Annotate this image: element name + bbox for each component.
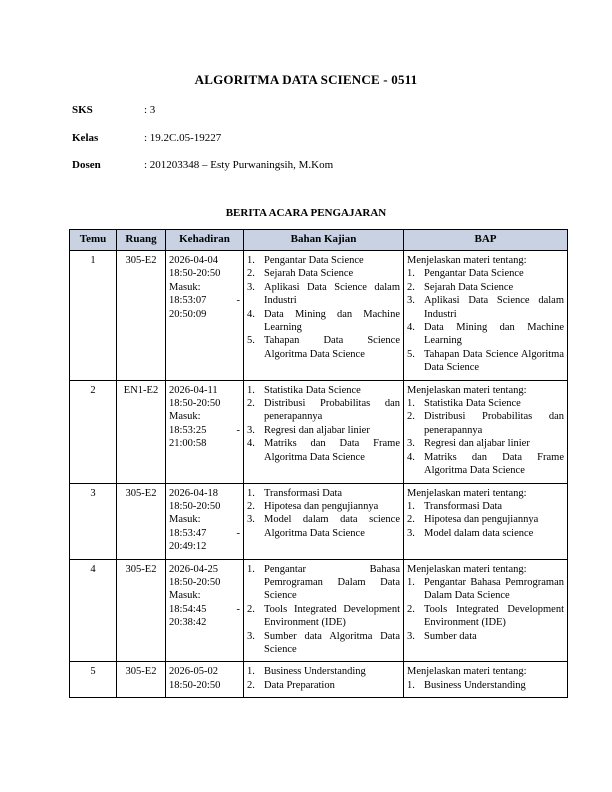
cell-temu: 2 xyxy=(70,380,117,483)
bahan-item xyxy=(247,281,400,308)
info-value: : 19.2C.05-19227 xyxy=(144,132,222,144)
item-text: Tools Integrated Development Environment (IDE) xyxy=(424,603,564,629)
bap-item xyxy=(407,348,564,375)
bap-list xyxy=(407,397,564,477)
item-text: Aplikasi Data Science dalam Industri xyxy=(424,295,564,320)
bahan-item xyxy=(247,267,400,280)
bap-item xyxy=(407,679,564,692)
table-row xyxy=(70,380,568,483)
bahan-item xyxy=(247,603,400,630)
bahan-item xyxy=(247,563,400,603)
item-text: Model dalam data science xyxy=(424,527,534,539)
bap-intro: Menjelaskan materi tentang: xyxy=(407,666,527,678)
item-number: 5. xyxy=(407,348,415,360)
bahan-list xyxy=(247,487,400,541)
cell-bap xyxy=(404,380,568,483)
kehadiran-out: 20:38:42 xyxy=(169,617,207,629)
item-text: Statistika Data Science xyxy=(424,398,521,410)
table-row xyxy=(70,251,568,381)
cell-bahan-kajian xyxy=(244,662,404,698)
item-number: 1. xyxy=(407,679,415,691)
item-number: 3. xyxy=(407,438,415,450)
bap-item xyxy=(407,294,564,321)
item-text: Distribusi Probabilitas dan penerapannya xyxy=(424,411,564,436)
section-title: BERITA ACARA PENGAJARAN xyxy=(225,207,387,219)
item-number: 2. xyxy=(247,268,255,280)
kehadiran-dash: - xyxy=(236,295,240,307)
bap-item xyxy=(407,513,564,526)
item-text: Pengantar Bahasa Pemrograman Dalam Data Science xyxy=(424,576,564,602)
info-value: : 201203348 – Esty Purwaningsih, M.Kom xyxy=(144,159,334,171)
item-number: 1. xyxy=(407,398,415,410)
kehadiran-in: 18:53:25 xyxy=(169,424,207,436)
bap-intro: Menjelaskan materi tentang: xyxy=(407,563,527,575)
kehadiran-in-row xyxy=(169,294,240,307)
kehadiran-out: 20:50:09 xyxy=(169,308,207,320)
bahan-list xyxy=(247,665,400,692)
info-label: SKS xyxy=(72,104,93,116)
item-text: Tahapan Data Science Algoritma Data Science xyxy=(424,348,564,374)
kehadiran-date: 2026-04-18 xyxy=(169,487,218,499)
item-text: Business Understanding xyxy=(424,679,526,691)
item-text: Aplikasi Data Science dalam Industri xyxy=(264,281,400,307)
bahan-item xyxy=(247,384,400,397)
kehadiran-in-row xyxy=(169,603,240,616)
kehadiran-in: 18:53:47 xyxy=(169,527,207,539)
item-text: Matriks dan Data Frame Algoritma Data Science xyxy=(424,451,564,477)
kehadiran-date: 2026-05-02 xyxy=(169,666,218,678)
item-number: 1. xyxy=(247,255,255,266)
item-text: Sumber data Algoritma Data Science xyxy=(264,630,400,655)
item-text: Sumber data xyxy=(424,630,477,642)
kehadiran-date: 2026-04-25 xyxy=(169,563,218,575)
item-text: Distribusi Probabilitas dan penerapannya xyxy=(264,398,400,423)
kehadiran-label: Masuk: xyxy=(169,281,201,293)
bap-list xyxy=(407,679,564,692)
cell-ruang: 305-E2 xyxy=(117,662,166,698)
item-number: 2. xyxy=(407,281,415,293)
item-number: 3. xyxy=(247,281,255,293)
bahan-list xyxy=(247,563,400,657)
header-bap: BAP xyxy=(404,230,568,251)
item-number: 4. xyxy=(407,451,415,463)
kehadiran-time: 18:50-20:50 xyxy=(169,679,221,691)
bahan-item xyxy=(247,437,400,464)
cell-ruang: 305-E2 xyxy=(117,251,166,381)
item-number: 3. xyxy=(407,630,415,642)
bap-list xyxy=(407,576,564,643)
bap-intro: Menjelaskan materi tentang: xyxy=(407,255,527,266)
info-label: Dosen xyxy=(72,159,101,171)
cell-ruang: EN1-E2 xyxy=(117,380,166,483)
kehadiran-in-row xyxy=(169,527,240,540)
bahan-item xyxy=(247,513,400,540)
bap-item xyxy=(407,410,564,437)
kehadiran-date: 2026-04-11 xyxy=(169,384,218,396)
bap-item xyxy=(407,437,564,450)
info-value: : 3 xyxy=(144,104,156,116)
item-number: 3. xyxy=(247,514,255,526)
cell-ruang: 305-E2 xyxy=(117,559,166,662)
item-number: 2. xyxy=(247,679,255,691)
document-title: ALGORITMA DATA SCIENCE - 0511 xyxy=(194,72,418,87)
bap-item xyxy=(407,527,564,540)
item-text: Tools Integrated Development Environment (IDE) xyxy=(264,603,400,629)
cell-bap xyxy=(404,483,568,559)
table-row xyxy=(70,559,568,662)
item-number: 4. xyxy=(247,438,255,450)
bap-table xyxy=(69,229,568,698)
item-text: Sejarah Data Science xyxy=(264,268,354,280)
bap-item xyxy=(407,397,564,410)
cell-kehadiran xyxy=(166,251,244,381)
kehadiran-in-row xyxy=(169,424,240,437)
bahan-item xyxy=(247,254,400,267)
kehadiran-time: 18:50-20:50 xyxy=(169,398,221,410)
bahan-list xyxy=(247,254,400,361)
bap-item xyxy=(407,603,564,630)
kehadiran-time: 18:50-20:50 xyxy=(169,576,221,588)
info-sks xyxy=(72,104,155,116)
bahan-item xyxy=(247,500,400,513)
item-text: Sejarah Data Science xyxy=(424,281,514,293)
bahan-item xyxy=(247,630,400,657)
item-number: 2. xyxy=(247,603,255,615)
item-number: 1. xyxy=(247,487,255,499)
item-number: 3. xyxy=(247,630,255,642)
kehadiran-label: Masuk: xyxy=(169,514,201,526)
item-number: 2. xyxy=(247,500,255,512)
item-number: 4. xyxy=(407,322,415,334)
cell-bahan-kajian xyxy=(244,251,404,381)
bap-list xyxy=(407,267,564,374)
item-number: 2. xyxy=(247,398,255,410)
cell-temu: 5 xyxy=(70,662,117,698)
item-number: 1. xyxy=(407,500,415,512)
bap-item xyxy=(407,630,564,643)
bap-intro: Menjelaskan materi tentang: xyxy=(407,384,527,396)
bap-item xyxy=(407,321,564,348)
item-number: 1. xyxy=(407,576,415,588)
cell-bap xyxy=(404,559,568,662)
kehadiran-in: 18:53:07 xyxy=(169,295,207,307)
bahan-item xyxy=(247,665,400,678)
kehadiran-dash: - xyxy=(236,527,240,539)
bahan-item xyxy=(247,424,400,437)
item-text: Model dalam data science Algoritma Data Science xyxy=(264,514,400,539)
cell-temu: 1 xyxy=(70,251,117,381)
item-number: 5. xyxy=(247,335,255,347)
item-number: 2. xyxy=(407,514,415,526)
item-number: 3. xyxy=(247,424,255,436)
item-text: Pengantar Data Science xyxy=(424,268,524,280)
item-text: Matriks dan Data Frame Algoritma Data Science xyxy=(264,438,400,463)
item-text: Hipotesa dan pengujiannya xyxy=(264,500,379,512)
item-number: 1. xyxy=(407,268,415,280)
item-number: 4. xyxy=(247,308,255,320)
table-row xyxy=(70,483,568,559)
item-number: 3. xyxy=(407,295,415,307)
item-number: 2. xyxy=(407,603,415,615)
cell-kehadiran xyxy=(166,483,244,559)
bahan-item xyxy=(247,679,400,692)
cell-kehadiran xyxy=(166,559,244,662)
bap-list xyxy=(407,500,564,540)
table-row xyxy=(70,662,568,698)
kehadiran-date: 2026-04-04 xyxy=(169,255,218,266)
cell-ruang: 305-E2 xyxy=(117,483,166,559)
cell-bahan-kajian xyxy=(244,559,404,662)
bahan-item xyxy=(247,397,400,424)
bahan-item xyxy=(247,487,400,500)
item-number: 1. xyxy=(247,384,255,396)
item-text: Pengantar Bahasa Pemrograman Dalam Data Science xyxy=(264,563,400,602)
item-text: Statistika Data Science xyxy=(264,384,361,396)
item-text: Business Understanding xyxy=(264,666,366,678)
kehadiran-label: Masuk: xyxy=(169,590,201,602)
table-header-row xyxy=(70,230,568,251)
header-kehadiran: Kehadiran xyxy=(166,230,244,251)
item-text: Tahapan Data Science Algoritma Data Science xyxy=(264,335,400,360)
bap-item xyxy=(407,451,564,478)
item-text: Hipotesa dan pengujiannya xyxy=(424,514,539,526)
info-dosen xyxy=(72,159,333,171)
cell-bahan-kajian xyxy=(244,380,404,483)
info-label: Kelas xyxy=(72,132,99,144)
bap-item xyxy=(407,267,564,280)
cell-temu: 4 xyxy=(70,559,117,662)
item-text: Pengantar Data Science xyxy=(264,255,364,266)
bap-item xyxy=(407,576,564,603)
item-number: 1. xyxy=(247,666,255,678)
item-text: Transformasi Data xyxy=(424,500,503,512)
item-text: Data Mining dan Machine Learning xyxy=(264,308,400,334)
item-text: Regresi dan aljabar linier xyxy=(424,438,530,450)
item-text: Data Preparation xyxy=(264,679,335,691)
cell-kehadiran xyxy=(166,380,244,483)
kehadiran-out: 21:00:58 xyxy=(169,438,207,450)
bahan-list xyxy=(247,384,400,464)
kehadiran-out: 20:49:12 xyxy=(169,541,207,553)
kehadiran-in: 18:54:45 xyxy=(169,603,207,615)
info-kelas xyxy=(72,132,221,144)
kehadiran-label: Masuk: xyxy=(169,411,201,423)
bahan-item xyxy=(247,334,400,361)
bap-item xyxy=(407,281,564,294)
item-text: Transformasi Data xyxy=(264,487,343,499)
header-bahan-kajian: Bahan Kajian xyxy=(244,230,404,251)
bap-intro: Menjelaskan materi tentang: xyxy=(407,487,527,499)
cell-bahan-kajian xyxy=(244,483,404,559)
kehadiran-dash: - xyxy=(236,424,240,436)
kehadiran-time: 18:50-20:50 xyxy=(169,500,221,512)
bap-item xyxy=(407,500,564,513)
item-number: 2. xyxy=(407,411,415,423)
cell-temu: 3 xyxy=(70,483,117,559)
cell-bap xyxy=(404,662,568,698)
cell-kehadiran xyxy=(166,662,244,698)
kehadiran-dash: - xyxy=(236,603,240,615)
bahan-item xyxy=(247,308,400,335)
item-number: 3. xyxy=(407,527,415,539)
header-ruang: Ruang xyxy=(117,230,166,251)
kehadiran-time: 18:50-20:50 xyxy=(169,268,221,280)
cell-bap xyxy=(404,251,568,381)
item-text: Regresi dan aljabar linier xyxy=(264,424,370,436)
item-text: Data Mining dan Machine Learning xyxy=(424,322,564,347)
item-number: 1. xyxy=(247,563,255,575)
header-temu: Temu xyxy=(70,230,117,251)
